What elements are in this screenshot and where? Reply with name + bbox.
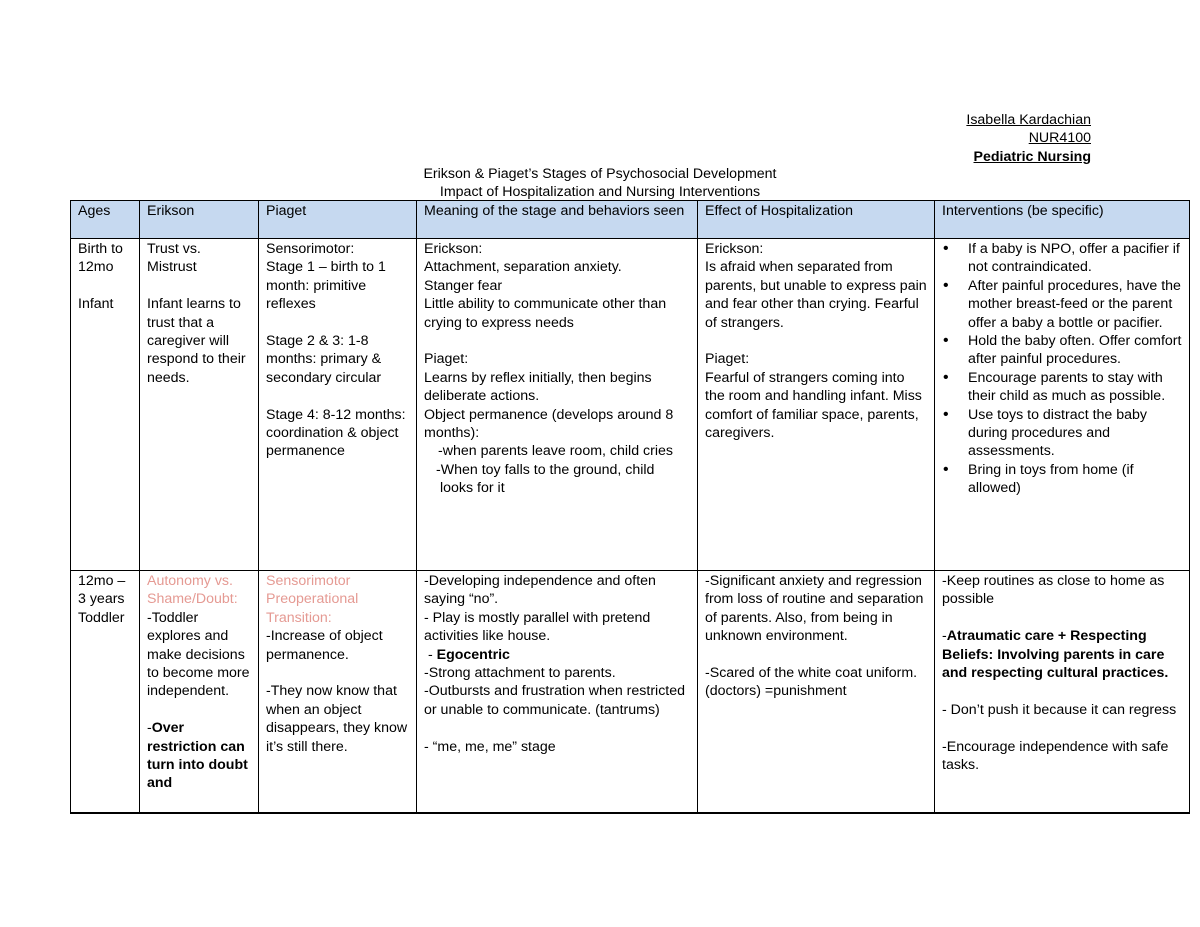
course-name: Pediatric Nursing — [973, 148, 1091, 165]
cell-interventions — [935, 239, 1190, 571]
author-header — [966, 111, 1091, 166]
table-row-toddler — [71, 571, 1190, 814]
document-subtitle: Impact of Hospitalization and Nursing Interventions — [439, 184, 761, 200]
piaget-line: -Increase of object permanence. — [266, 628, 383, 663]
course-code: NUR4100 — [1028, 130, 1091, 147]
interventions-list — [942, 240, 1182, 498]
meaning-line: Object permanence (develops around 8 months): — [424, 406, 674, 442]
meaning-line: Little ability to communicate other than crying to express needs — [424, 296, 667, 331]
table-header-row — [71, 201, 1190, 239]
dash-text: - — [942, 628, 947, 645]
piaget-substage: Stage 2 & 3: 1-8 months: primary & secondary circular — [266, 333, 382, 386]
header-meaning: Meaning of the stage and behaviors seen — [417, 201, 698, 239]
cell-ages — [71, 571, 140, 814]
header-interventions: Interventions (be specific) — [935, 201, 1190, 239]
effect-text: Fearful of strangers coming into the room and handling infant. Miss comfort of familiar space, parents, caregivers. — [705, 369, 922, 442]
list-item: • If a baby is NPO, offer a pacifier if not contraindicated. — [942, 240, 1182, 277]
header-erikson: Erikson — [140, 201, 259, 239]
age-range: 12mo – 3 years Toddler — [78, 573, 126, 626]
list-item: • Use toys to distract the baby during procedures and assessments. — [942, 406, 1182, 461]
erikson-stage: Trust vs. Mistrust — [147, 241, 201, 276]
intervention-line: - Don’t push it because it can regress — [942, 701, 1177, 718]
meaning-line: -Outbursts and frustration when restricted or unable to communicate. (tantrums) — [424, 683, 686, 718]
meaning-line — [424, 646, 690, 664]
age-range: Birth to 12mo — [78, 241, 123, 276]
intervention-line: -Keep routines as close to home as possible — [942, 573, 1165, 608]
piaget-substage: Stage 1 – birth to 1 month: primitive reflexes — [266, 259, 386, 313]
piaget-stage: Sensorimotor: — [266, 241, 355, 257]
effect-label: Erickson: — [705, 241, 764, 257]
age-group: Infant — [78, 296, 114, 313]
egocentric-text: Egocentric — [436, 646, 510, 663]
document-title: Erikson & Piaget’s Stages of Psychosocial Development — [423, 166, 777, 182]
meaning-line: Attachment, separation anxiety. — [424, 259, 622, 276]
cell-piaget — [259, 571, 417, 814]
atraumatic-care-text: Atraumatic care + Respecting Beliefs: Involving parents in care and respecting cultural practices. — [942, 628, 1169, 682]
meaning-line: - “me, me, me” stage — [424, 738, 556, 755]
student-name: Isabella Kardachian — [966, 112, 1091, 128]
dash-text: - — [424, 646, 437, 663]
header-piaget: Piaget — [259, 201, 417, 239]
cell-ages — [71, 239, 140, 571]
intervention-line: -Encourage independence with safe tasks. — [942, 738, 1169, 774]
meaning-line: Learns by reflex initially, then begins deliberate actions. — [424, 369, 652, 405]
cell-erikson — [140, 239, 259, 571]
warning-text: Over restriction can turn into doubt and — [147, 720, 248, 792]
erikson-description: Infant learns to trust that a caregiver will respond to their needs. — [147, 296, 246, 386]
effect-text: -Significant anxiety and regression from loss of routine and separation of parents. Also, from being in unknown environment. — [705, 573, 924, 645]
meaning-line: -Strong attachment to parents. — [424, 665, 616, 682]
meaning-line: - Play is mostly parallel with pretend activities like house. — [424, 609, 651, 645]
header-effect: Effect of Hospitalization — [698, 201, 935, 239]
meaning-line: -Developing independence and often saying “no”. — [424, 573, 656, 608]
document-titles — [0, 165, 1200, 201]
effect-text: -Scared of the white coat uniform. (doctors) =punishment — [705, 665, 918, 700]
effect-text: Is afraid when separated from parents, but unable to express pain and fear other than crying. Fearful of strangers. — [705, 259, 927, 331]
effect-label: Piaget: — [705, 351, 750, 368]
piaget-line: -They now know that when an object disappears, they know it’s still there. — [266, 683, 408, 755]
cell-effect — [698, 571, 935, 814]
table-row-infant — [71, 239, 1190, 571]
dash-text: - — [147, 720, 152, 737]
header-ages: Ages — [71, 201, 140, 239]
cell-interventions — [935, 571, 1190, 814]
list-item: • Bring in toys from home (if allowed) — [942, 461, 1182, 498]
piaget-substage: Stage 4: 8-12 months: coordination & object permanence — [266, 406, 406, 460]
list-item: • Hold the baby often. Offer comfort after painful procedures. — [942, 332, 1182, 369]
meaning-sub-line: -When toy falls to the ground, child looks for it — [436, 461, 655, 497]
meaning-label: Piaget: — [424, 351, 469, 368]
list-item: • Encourage parents to stay with their child as much as possible. — [942, 369, 1182, 406]
cell-meaning — [417, 571, 698, 814]
cell-piaget — [259, 239, 417, 571]
intervention-line — [942, 627, 1182, 682]
list-item: • After painful procedures, have the mother breast-feed or the parent offer a baby a bottle or pacifier. — [942, 277, 1182, 332]
piaget-stage: Sensorimotor Preoperational Transition: — [266, 573, 359, 626]
meaning-sub-line: -when parents leave room, child cries — [438, 443, 673, 460]
cell-meaning — [417, 239, 698, 571]
cell-effect — [698, 239, 935, 571]
meaning-line: Stanger fear — [424, 277, 503, 294]
erikson-stage: Autonomy vs. Shame/Doubt: — [147, 573, 238, 608]
cell-erikson — [140, 571, 259, 814]
erikson-warning — [147, 719, 251, 793]
development-table — [70, 200, 1190, 814]
erikson-description: -Toddler explores and make decisions to become more independent. — [147, 609, 250, 700]
meaning-label: Erickson: — [424, 241, 483, 257]
